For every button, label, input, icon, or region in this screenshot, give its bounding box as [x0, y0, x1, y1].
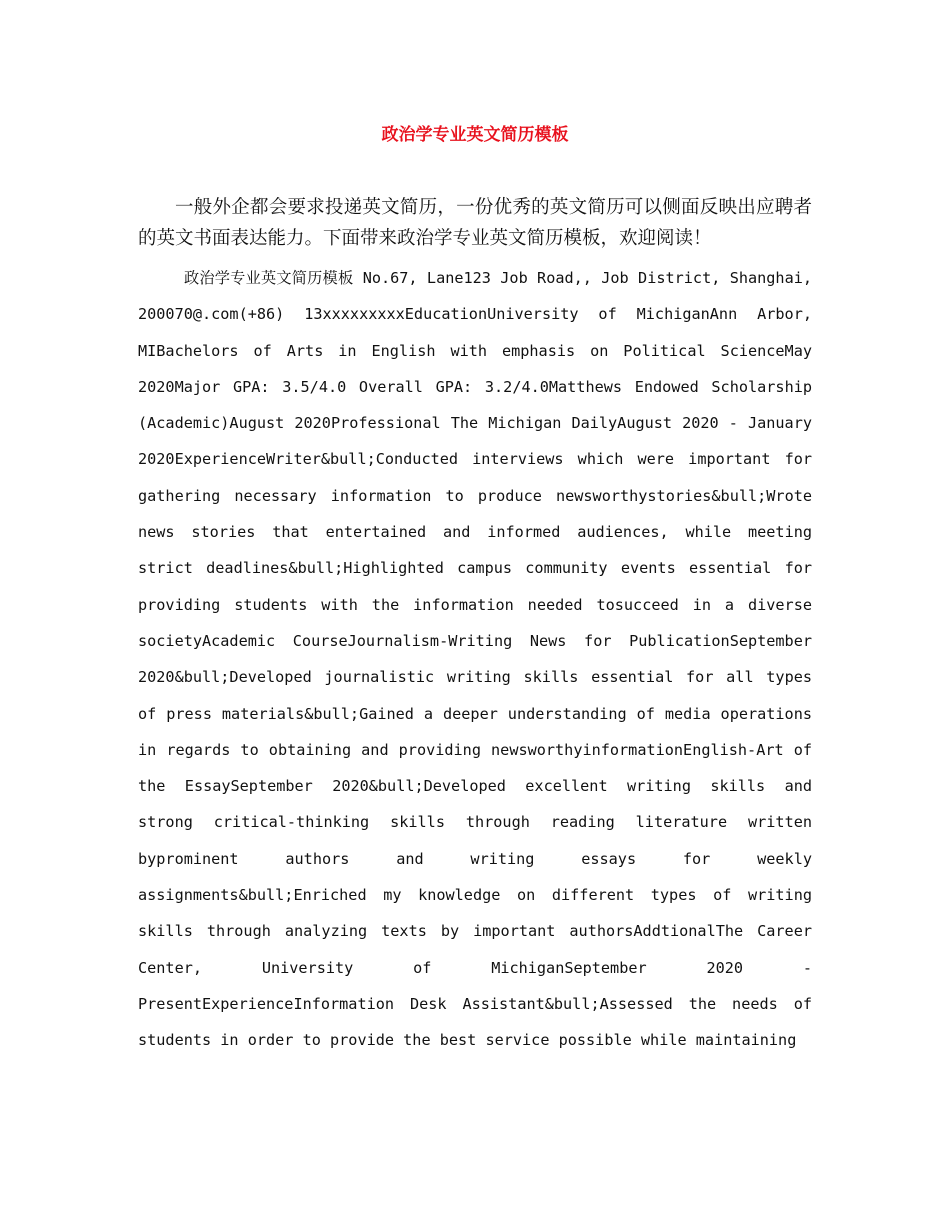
document-title: 政治学专业英文简历模板	[381, 125, 569, 145]
resume-body-text: 政治学专业英文简历模板 No.67, Lane123 Job Road,, Job District, Shanghai, 200070@.com(+86) 13xxxxxxxxxEducationUniversity of MichiganAnn Arbor, MIBachelors of Arts in English with emphasis on Political ScienceMay 2020Major GPA: 3.5/4.0 Overall GPA: 3.2/4.0Matthews Endowed Scholarship (Academic)August 2020Professional The Michigan DailyAugust 2020 - January 2020ExperienceWriter&bull;Conducted interviews which were important for gathering necessary information to produce newsworthystories&bull;Wrote news stories that entertained and informed audiences, while meeting strict deadlines&bull;Highlighted campus community events essential for providing students with the information needed tosucceed in a diverse societyAcademic CourseJournalism-Writing News for PublicationSeptember 2020&bull;Developed journalistic writing skills essential for all types of press materials&bull;Gained a deeper understanding of media operations in regards to obtaining and providing newsworthyinformationEnglish-Art of the EssaySeptember 2020&bull;Developed excellent writing skills and strong critical-thinking skills through reading literature written byprominent authors and writing essays for weekly assignments&bull;Enriched my knowledge on different types of writing skills through analyzing texts by important authorsAddtionalThe Career Center, University of MichiganSeptember 2020 - PresentExperienceInformation Desk Assistant&bull;Assessed the needs of students in order to provide the best service possible while maintaining	[138, 269, 812, 1050]
intro-paragraph: 一般外企都会要求投递英文简历，一份优秀的英文简历可以侧面反映出应聘者的英文书面表达能力。下面带来政治学专业英文简历模板，欢迎阅读！	[138, 197, 812, 249]
